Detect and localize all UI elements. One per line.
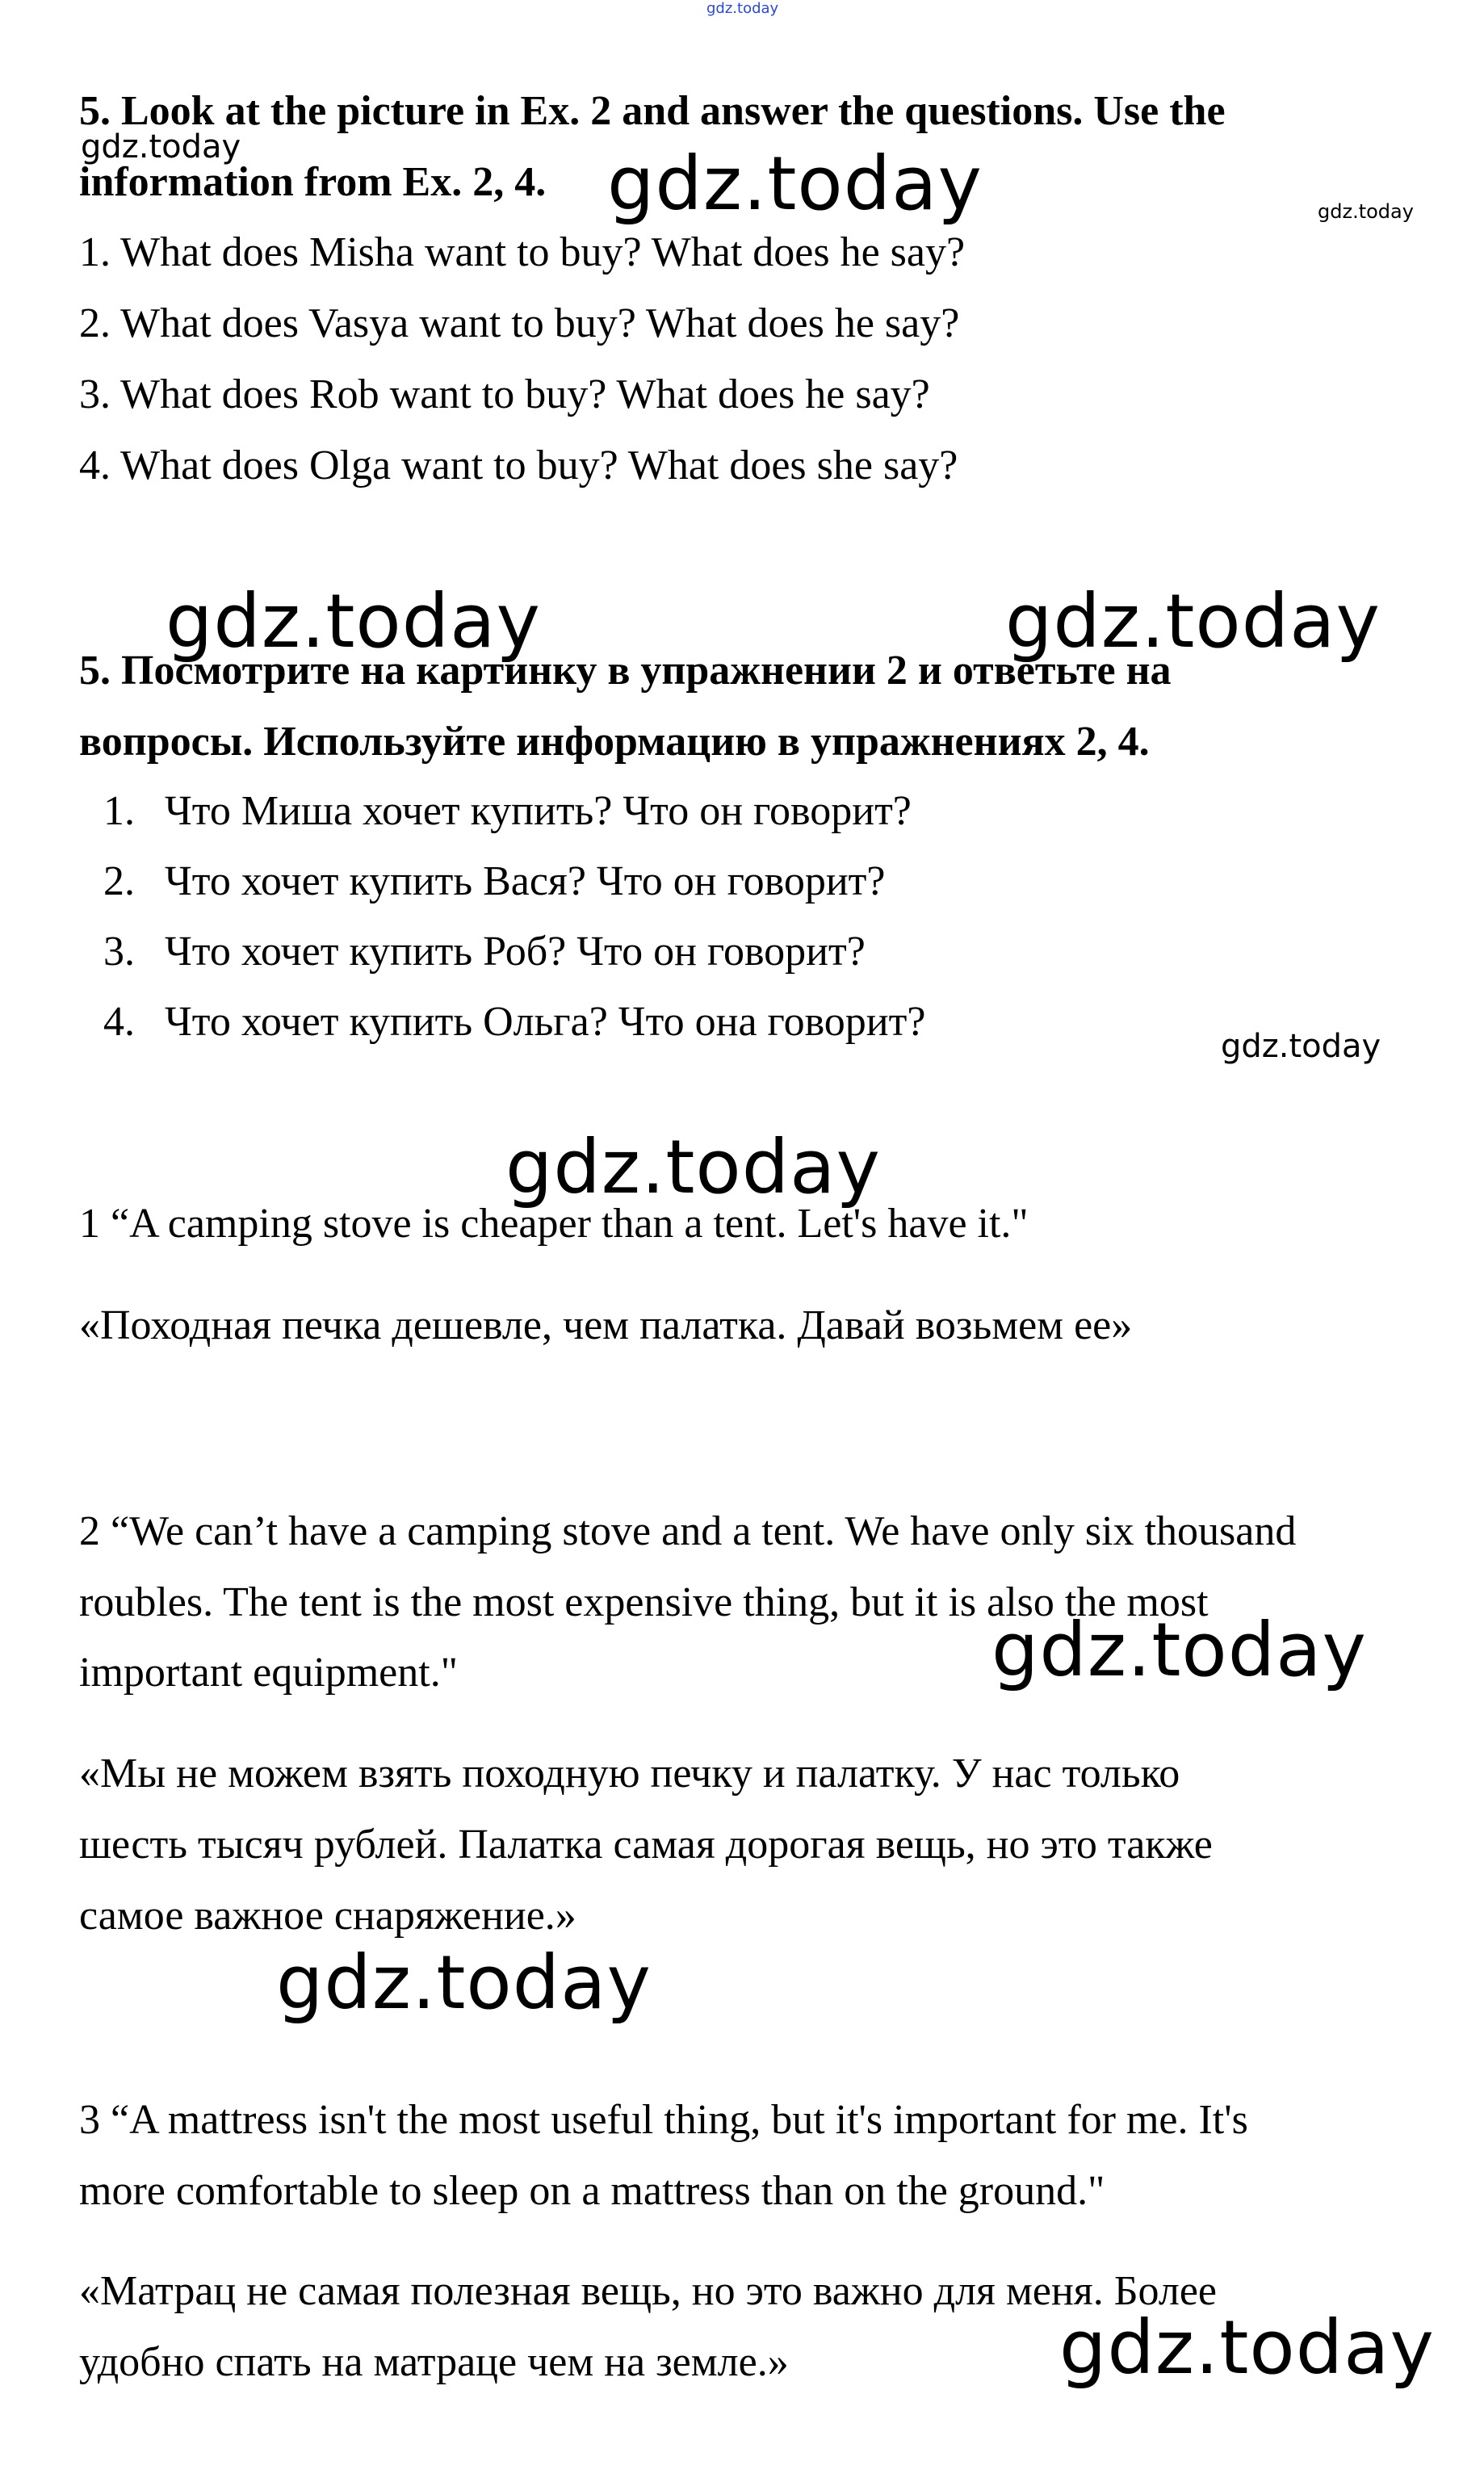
answer-3-en-line1: 3 “A mattress isn't the most useful thing, but it's important for me. It's	[79, 2097, 1248, 2143]
answer-2-ru-line1: «Мы не можем взять походную печку и палатку. У нас только	[79, 1751, 1180, 1797]
answer-2-en-line2: roubles. The tent is the most expensive thing, but it is also the most	[79, 1579, 1209, 1625]
english-question-1: 1. What does Misha want to buy? What does he say?	[79, 229, 966, 275]
list-number: 1.	[103, 788, 135, 834]
watermark-large-3: gdz.today	[1005, 578, 1381, 665]
answer-1-en: 1 “A camping stove is cheaper than a tent. Let's have it."	[79, 1201, 1029, 1247]
russian-heading-line1: 5. Посмотрите на картинку в упражнении 2 и ответьте на	[79, 648, 1172, 694]
question-text: Что хочет купить Ольга? Что она говорит?	[165, 999, 926, 1045]
russian-question-2	[103, 857, 885, 906]
answer-3-ru-line2: удобно спать на матраце чем на земле.»	[79, 2339, 789, 2385]
watermark-large-1: gdz.today	[607, 140, 983, 227]
answer-2-ru-line3: самое важное снаряжение.»	[79, 1893, 576, 1939]
english-question-3: 3. What does Rob want to buy? What does he say?	[79, 371, 930, 417]
question-text: Что хочет купить Вася? Что он говорит?	[165, 858, 886, 904]
watermark-large-4: gdz.today	[505, 1124, 881, 1210]
question-text: Что Миша хочет купить? Что он говорит?	[165, 788, 912, 834]
watermark-mid-right: gdz.today	[1221, 1028, 1381, 1065]
top-watermark: gdz.today	[706, 0, 779, 17]
english-question-2: 2. What does Vasya want to buy? What does he say?	[79, 300, 960, 346]
watermark-small-left: gdz.today	[81, 128, 241, 166]
answer-2-en-line3: important equipment."	[79, 1650, 458, 1696]
answer-1-ru: «Походная печка дешевле, чем палатка. Давай возьмем ее»	[79, 1302, 1133, 1348]
english-question-4: 4. What does Olga want to buy? What does she say?	[79, 442, 958, 488]
list-number: 4.	[103, 999, 135, 1045]
answer-3-ru-line1: «Матрац не самая полезная вещь, но это важно для меня. Более	[79, 2268, 1217, 2314]
english-heading-line1: 5. Look at the picture in Ex. 2 and answer the questions. Use the	[79, 88, 1226, 134]
russian-question-4	[103, 998, 925, 1046]
answer-2-en-line1: 2 “We can’t have a camping stove and a tent. We have only six thousand	[79, 1508, 1297, 1554]
watermark-large-7: gdz.today	[1059, 2304, 1435, 2391]
answer-2-ru-line2: шесть тысяч рублей. Палатка самая дорогая вещь, но это также	[79, 1822, 1213, 1868]
list-number: 2.	[103, 858, 135, 904]
list-number: 3.	[103, 929, 135, 975]
watermark-corner: gdz.today	[1318, 200, 1414, 223]
watermark-large-5: gdz.today	[991, 1607, 1367, 1693]
russian-heading-line2: вопросы. Используйте информацию в упражнениях 2, 4.	[79, 719, 1150, 765]
watermark-large-2: gdz.today	[166, 578, 541, 665]
watermark-large-6: gdz.today	[276, 1939, 652, 2026]
english-heading-line2: information from Ex. 2, 4.	[79, 159, 547, 205]
answer-3-en-line2: more comfortable to sleep on a mattress than on the ground."	[79, 2168, 1105, 2214]
russian-question-1	[103, 787, 912, 836]
question-text: Что хочет купить Роб? Что он говорит?	[165, 929, 866, 975]
russian-question-3	[103, 928, 866, 976]
